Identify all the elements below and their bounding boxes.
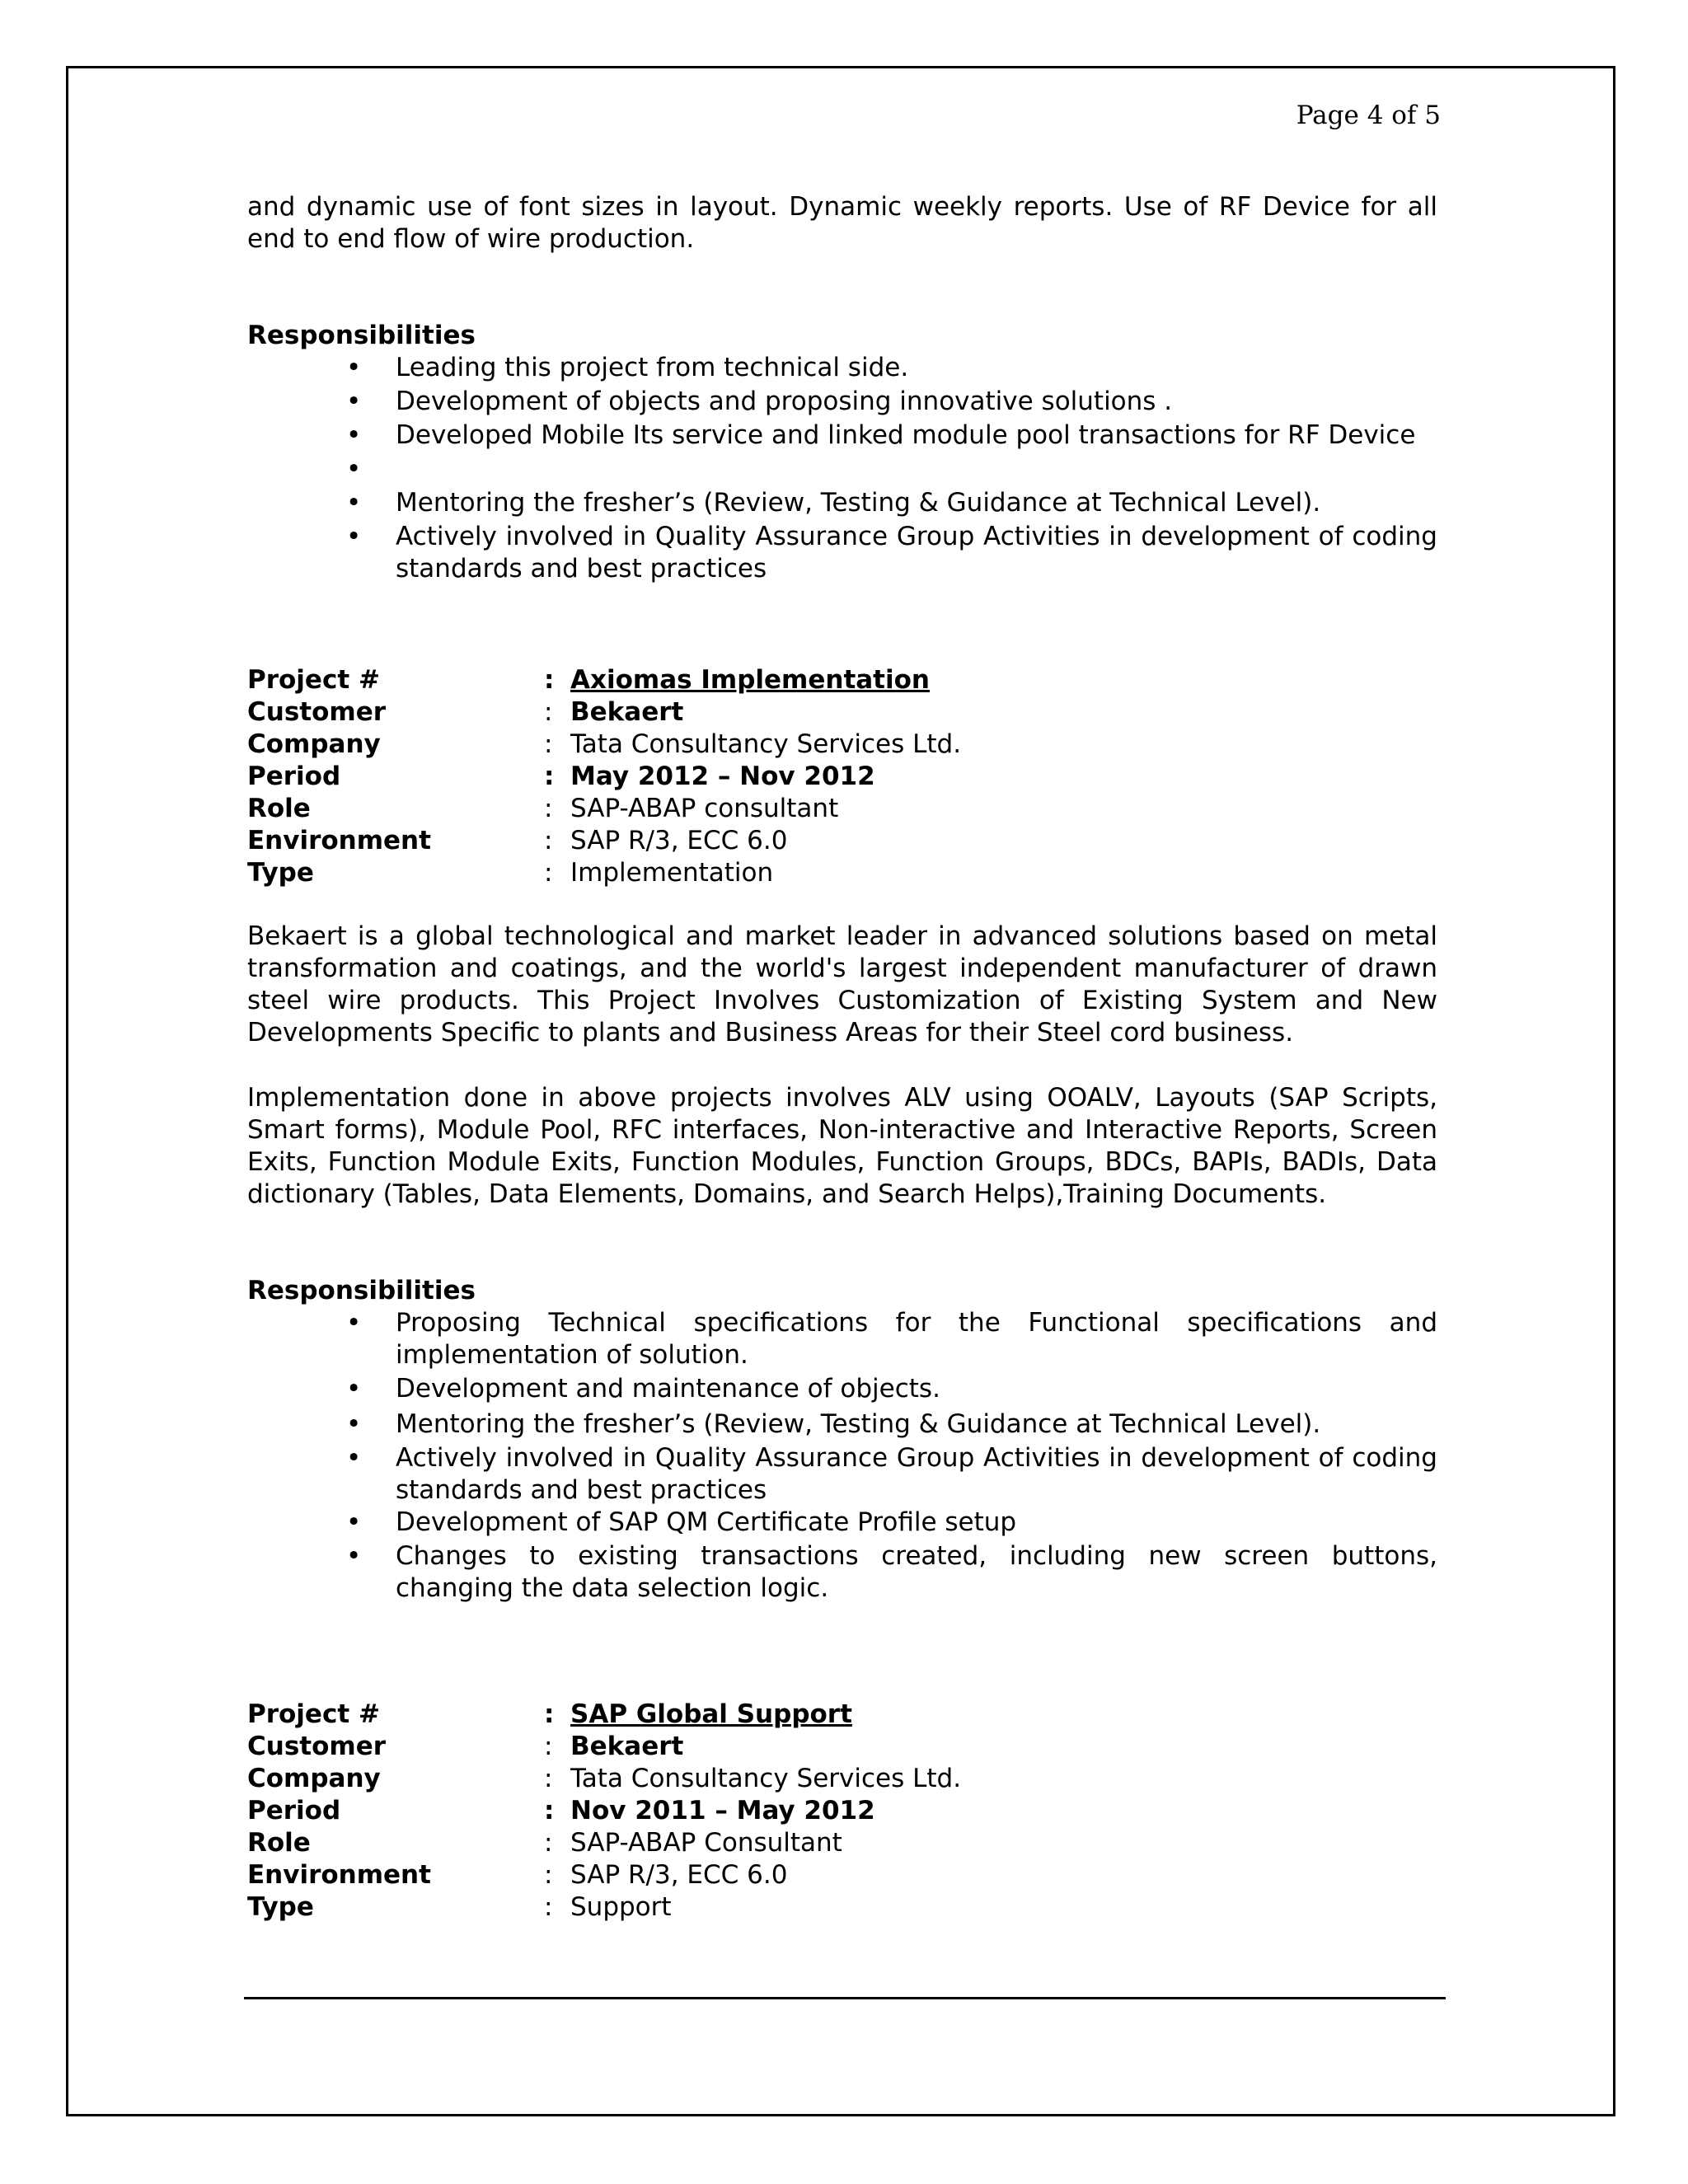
colon: : (544, 1699, 555, 1729)
project-name: SAP Global Support (570, 1699, 852, 1729)
role-label: Role (247, 794, 311, 823)
customer-value: Bekaert (570, 697, 684, 727)
colon: : (544, 1796, 555, 1825)
colon: : (544, 794, 553, 823)
type-label: Type (247, 858, 314, 888)
role-value: SAP-ABAP consultant (570, 794, 839, 823)
footer-rule (244, 1997, 1446, 1999)
colon: : (544, 1860, 553, 1890)
list-item: • Actively involved in Quality Assurance Group Activities in development of coding standards and best practices (247, 521, 1437, 585)
company-row (247, 729, 961, 761)
colon: : (544, 1828, 553, 1858)
type-value: Implementation (570, 858, 774, 888)
period-row (247, 761, 961, 793)
list-item: • Development of objects and proposing innovative solutions . (247, 386, 1437, 418)
list-item: • Development of SAP QM Certificate Profile setup (247, 1507, 1437, 1539)
company-value: Tata Consultancy Services Ltd. (570, 1764, 962, 1793)
responsibilities-heading-1: Responsibilities (247, 321, 476, 350)
project-row (247, 1699, 961, 1731)
colon: : (544, 1764, 553, 1793)
project-label: Project # (247, 1699, 380, 1729)
list-item: • Development and maintenance of objects. (247, 1373, 1437, 1405)
project-row (247, 664, 961, 696)
company-label: Company (247, 729, 381, 759)
environment-label: Environment (247, 826, 431, 855)
document-body (247, 191, 1437, 1924)
role-row (247, 793, 961, 825)
company-value: Tata Consultancy Services Ltd. (570, 729, 962, 759)
colon: : (544, 1732, 553, 1761)
colon: : (544, 762, 555, 791)
environment-value: SAP R/3, ECC 6.0 (570, 1860, 788, 1890)
type-row (247, 857, 961, 889)
list-item: • Mentoring the fresher’s (Review, Testing & Guidance at Technical Level). (247, 487, 1437, 519)
period-label: Period (247, 762, 341, 791)
list-item: • Actively involved in Quality Assurance Group Activities in development of coding standards and best practices (247, 1442, 1437, 1507)
environment-row (247, 1859, 961, 1891)
colon: : (544, 858, 553, 888)
list-item-empty (247, 453, 1437, 485)
customer-row (247, 1731, 961, 1763)
responsibilities-list-1 (247, 352, 1437, 585)
company-row (247, 1763, 961, 1795)
list-item: • Changes to existing transactions created, including new screen buttons, changing the data selection logic. (247, 1540, 1437, 1605)
responsibilities-heading-2: Responsibilities (247, 1276, 476, 1305)
period-value: Nov 2011 – May 2012 (570, 1796, 875, 1825)
colon: : (544, 665, 555, 695)
environment-label: Environment (247, 1860, 431, 1890)
colon: : (544, 1892, 553, 1922)
colon: : (544, 826, 553, 855)
customer-value: Bekaert (570, 1732, 684, 1761)
list-item: • Leading this project from technical side. (247, 352, 1437, 384)
list-item: • Proposing Technical specifications for the Functional specifications and implementation of solution. (247, 1307, 1437, 1371)
colon: : (544, 729, 553, 759)
project-label: Project # (247, 665, 380, 695)
colon: : (544, 697, 553, 727)
role-label: Role (247, 1828, 311, 1858)
customer-label: Customer (247, 697, 387, 727)
list-item: • Mentoring the fresher’s (Review, Testing & Guidance at Technical Level). (247, 1408, 1437, 1441)
role-value: SAP-ABAP Consultant (570, 1828, 842, 1858)
list-item: • Developed Mobile Its service and linked module pool transactions for RF Device (247, 419, 1437, 452)
customer-row (247, 696, 961, 729)
company-label: Company (247, 1764, 381, 1793)
environment-value: SAP R/3, ECC 6.0 (570, 826, 788, 855)
type-value: Support (570, 1892, 672, 1922)
environment-row (247, 825, 961, 857)
project-details-axiomas (247, 664, 961, 889)
intro-paragraph: and dynamic use of font sizes in layout. Dynamic weekly reports. Use of RF Device for all end to end flow of wire production. (247, 192, 1437, 254)
customer-label: Customer (247, 1732, 387, 1761)
implementation-description: Implementation done in above projects involves ALV using OOALV, Layouts (SAP Scripts, Smart forms), Module Pool, RFC interfaces, Non-interactive and Interactive Reports, Screen Exits, Function Module Exits, Function Modules, Function Groups, BDCs, BAPIs, BADIs, Data dictionary (Tables, Data Elements, Domains, and Search Helps),Training Documents. (247, 1083, 1437, 1209)
project-description: Bekaert is a global technological and market leader in advanced solutions based on metal transformation and coatings, and the world's largest independent manufacturer of drawn steel wire products. This Project Involves Customization of Existing System and New Developments Specific to plants and Business Areas for their Steel cord business. (247, 921, 1437, 1047)
role-row (247, 1827, 961, 1859)
page-number: Page 4 of 5 (1296, 101, 1441, 130)
period-value: May 2012 – Nov 2012 (570, 762, 875, 791)
project-details-global-support (247, 1699, 961, 1924)
period-label: Period (247, 1796, 341, 1825)
type-row (247, 1891, 961, 1924)
responsibilities-list-2 (247, 1307, 1437, 1605)
type-label: Type (247, 1892, 314, 1922)
project-name: Axiomas Implementation (570, 665, 930, 695)
period-row (247, 1795, 961, 1827)
